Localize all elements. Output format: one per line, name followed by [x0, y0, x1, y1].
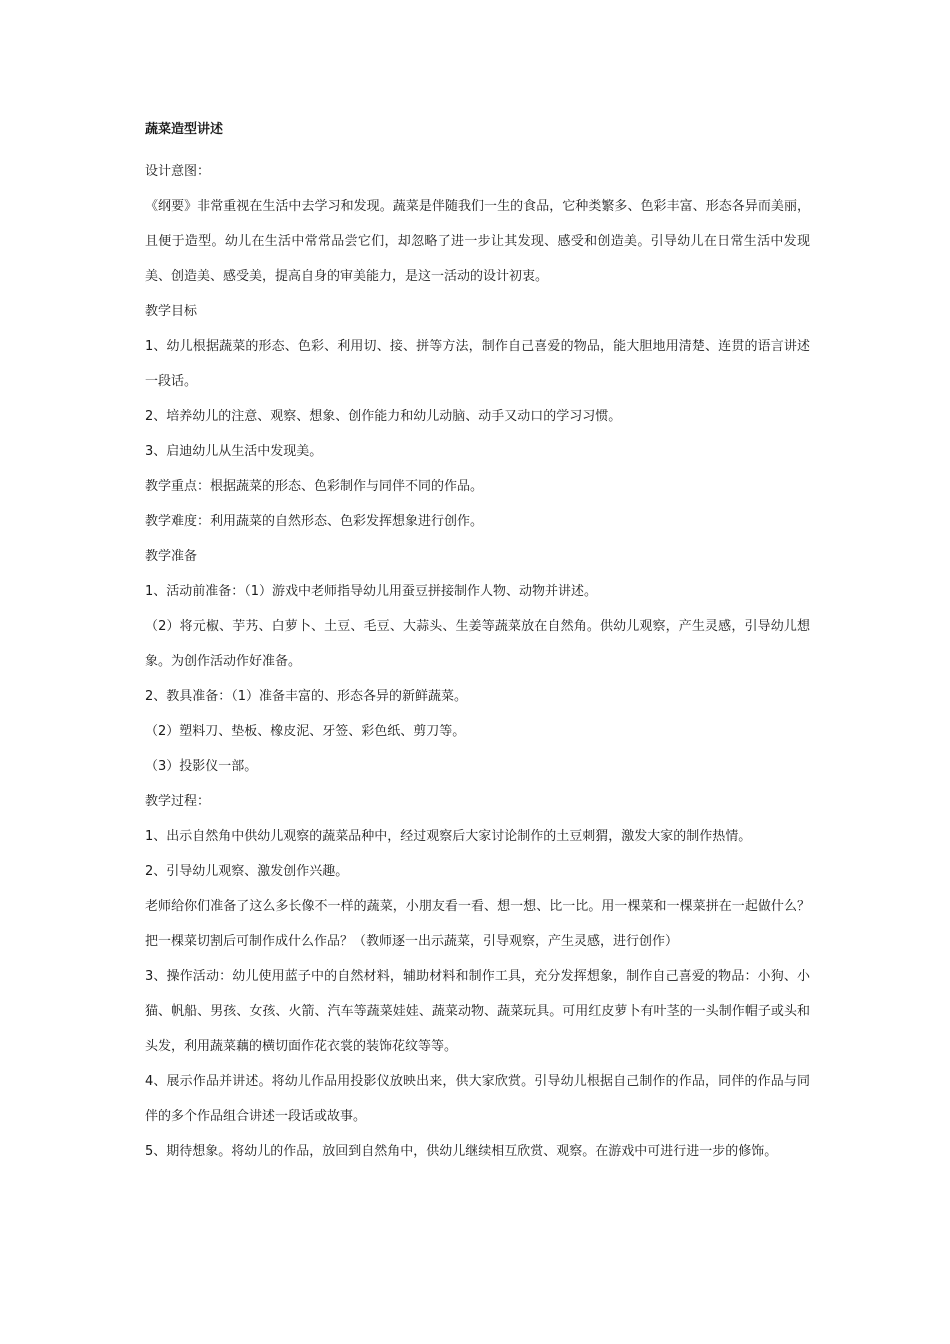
process-item-2: 2、引导幼儿观察、激发创作兴趣。	[145, 864, 349, 879]
preparation-item-2: 2、教具准备：（1）准备丰富的、形态各异的新鲜蔬菜。	[145, 689, 468, 704]
teaching-key-point: 教学重点：根据蔬菜的形态、色彩制作与同伴不同的作品。	[145, 479, 484, 494]
section-heading-process: 教学过程：	[145, 794, 211, 809]
process-item-2-detail: 老师给你们准备了这么多长像不一样的蔬菜，小朋友看一看、想一想、比一比。用一棵菜和一棵菜拼在一起做什么？把一棵菜切割后可制作成什么作品？（教师逐一出示蔬菜，引导观察，产生灵感，进行创作）	[145, 899, 810, 949]
preparation-item-1-sub-2: （2）将元椒、芋艿、白萝卜、土豆、毛豆、大蒜头、生姜等蔬菜放在自然角。供幼儿观察，产生灵感，引导幼儿想象。为创作活动作好准备。	[145, 619, 810, 669]
preparation-item-1: 1、活动前准备：（1）游戏中老师指导幼儿用蚕豆拼接制作人物、动物并讲述。	[145, 584, 598, 599]
section-heading-design-intent: 设计意图：	[145, 164, 211, 179]
section-heading-teaching-goals: 教学目标	[145, 304, 198, 319]
process-item-5: 5、期待想象。将幼儿的作品，放回到自然角中，供幼儿继续相互欣赏、观察。在游戏中可进行进一步的修饰。	[145, 1144, 778, 1159]
paragraph-design-intent: 《纲要》非常重视在生活中去学习和发现。蔬菜是伴随我们一生的食品，它种类繁多、色彩丰富、形态各异而美丽，且便于造型。幼儿在生活中常常品尝它们，却忽略了进一步让其发现、感受和创造美。引导幼儿在日常生活中发现美、创造美、感受美，提高自身的审美能力，是这一活动的设计初衷。	[145, 199, 810, 284]
preparation-item-2-sub-2: （2）塑料刀、垫板、橡皮泥、牙签、彩色纸、剪刀等。	[145, 724, 466, 739]
teaching-difficulty: 教学难度：利用蔬菜的自然形态、色彩发挥想象进行创作。	[145, 514, 484, 529]
goal-item-2: 2、培养幼儿的注意、观察、想象、创作能力和幼儿动脑、动手又动口的学习习惯。	[145, 409, 622, 424]
section-heading-preparation: 教学准备	[145, 549, 198, 564]
process-item-1: 1、出示自然角中供幼儿观察的蔬菜品种中，经过观察后大家讨论制作的土豆刺猬，激发大家的制作热情。	[145, 829, 752, 844]
process-item-3: 3、操作活动：幼儿使用蓝子中的自然材料，辅助材料和制作工具，充分发挥想象，制作自己喜爱的物品：小狗、小猫、帆船、男孩、女孩、火箭、汽车等蔬菜娃娃、蔬菜动物、蔬菜玩具。可用红皮萝卜有叶茎的一头制作帽子或头和头发，利用蔬菜藕的横切面作花衣裳的装饰花纹等等。	[145, 969, 810, 1054]
preparation-item-2-sub-3: （3）投影仪一部。	[145, 759, 258, 774]
process-item-4: 4、展示作品并讲述。将幼儿作品用投影仪放映出来，供大家欣赏。引导幼儿根据自己制作的作品，同伴的作品与同伴的多个作品组合讲述一段话或故事。	[145, 1074, 810, 1124]
goal-item-3: 3、启迪幼儿从生活中发现美。	[145, 444, 323, 459]
document-title: 蔬菜造型讲述	[145, 122, 224, 137]
document-page	[145, 120, 810, 1169]
goal-item-1: 1、幼儿根据蔬菜的形态、色彩、利用切、接、拼等方法，制作自己喜爱的物品，能大胆地用清楚、连贯的语言讲述一段话。	[145, 339, 810, 389]
